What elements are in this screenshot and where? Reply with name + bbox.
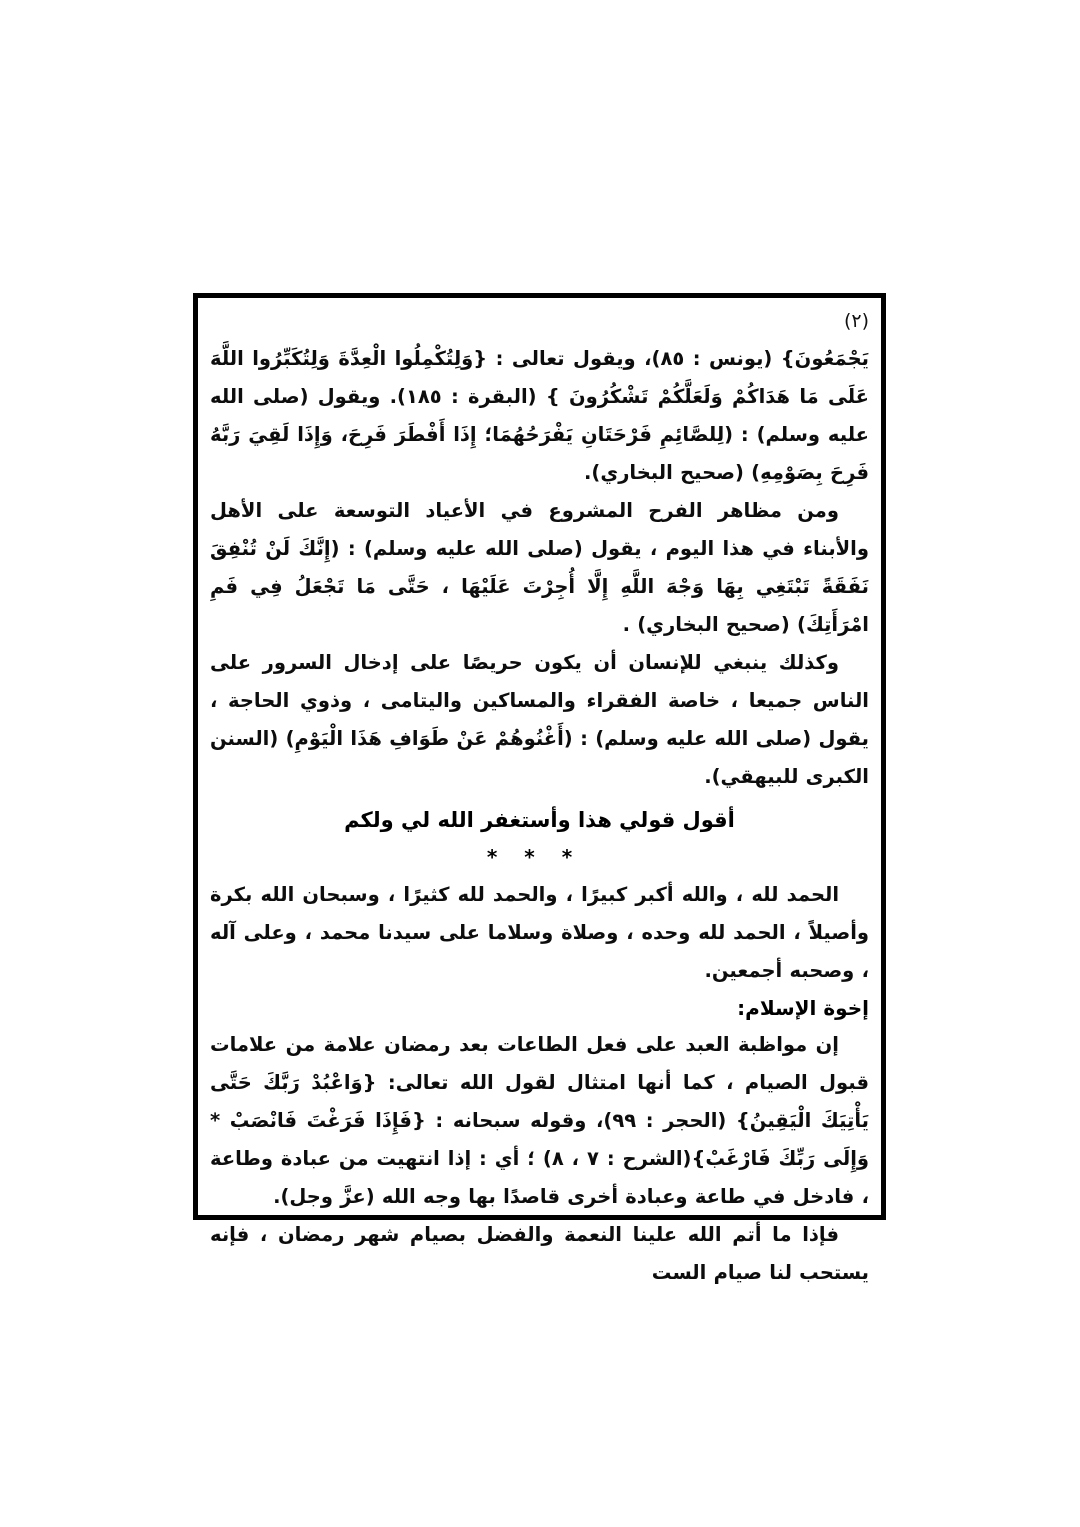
paragraph-1: يَجْمَعُونَ} (يونس : ٨٥)، ويقول تعالى : {وَلِتُكْمِلُوا الْعِدَّةَ وَلِتُكَبِّرُوا اللَّهَ عَلَى مَا هَدَاكُمْ وَلَعَلَّكُمْ تَشْكُرُونَ } (البقرة : ١٨٥). ويقول (صلى الله عليه وسلم) : (لِلصَّائِمِ فَرْحَتَانِ يَفْرَحُهُمَا؛ إِذَا أَفْطَرَ فَرِحَ، وَإِذَا لَقِيَ رَبَّهُ فَرِحَ بِصَوْمِهِ) (صحيح البخاري). xyxy=(210,346,870,484)
paragraph-6: فإذا ما أتم الله علينا النعمة والفضل بصيام شهر رمضان ، فإنه يستحب لنا صيام الست xyxy=(210,1222,869,1284)
subheading-brothers-of-islam: إخوة الإسلام: xyxy=(737,995,869,1020)
paragraph-5: إن مواظبة العبد على فعل الطاعات بعد رمضان علامة من علامات قبول الصيام ، كما أنها امتثال لقول الله تعالى: {وَاعْبُدْ رَبَّكَ حَتَّى يَأْتِيَكَ الْيَقِينُ} (الحجر : ٩٩)، وقوله سبحانه : {فَإِذَا فَرَغْتَ فَانْصَبْ * وَإِلَى رَبِّكَ فَارْغَبْ}(الشرح : ٧ ، ٨) ؛ أي : إذا انتهيت من عبادة وطاعة ، فادخل في طاعة وعبادة أخرى قاصدًا بها وجه الله (عزَّ وجل). xyxy=(210,1032,870,1208)
document-text-frame xyxy=(193,293,886,1284)
document-content xyxy=(210,310,869,1292)
closing-heading: أقول قولي هذا وأستغفر الله لي ولكم xyxy=(344,807,735,832)
paragraph-4: الحمد لله ، والله أكبر كبيرًا ، والحمد لله كثيرًا ، وسبحان الله بكرة وأصيلاً ، الحمد لله وحده ، وصلاة وسلاما على سيدنا محمد ، وعلى آله ، وصحبه أجمعين. xyxy=(210,882,869,982)
paragraph-3: وكذلك ينبغي للإنسان أن يكون حريصًا على إدخال السرور على الناس جميعا ، خاصة الفقراء والمساكين واليتامى ، وذوي الحاجة ، يقول (صلى الله عليه وسلم) : (أَغْنُوهُمْ عَنْ طَوَافِ هَذَا الْيَوْمِ) (السنن الكبرى للبيهقي). xyxy=(210,650,869,788)
paragraph-2: ومن مظاهر الفرح المشروع في الأعياد التوسعة على الأهل والأبناء في هذا اليوم ، يقول (صلى الله عليه وسلم) : (إِنَّكَ لَنْ تُنْفِقَ نَفَقَةً تَبْتَغِي بِهَا وَجْهَ اللَّهِ إِلَّا أُجِرْتَ عَلَيْهَا ، حَتَّى مَا تَجْعَلُ فِي فَمِ امْرَأَتِكَ) (صحيح البخاري) . xyxy=(210,498,869,636)
page-number: (٢) xyxy=(843,310,869,332)
section-separator-stars: * * * xyxy=(486,844,583,869)
